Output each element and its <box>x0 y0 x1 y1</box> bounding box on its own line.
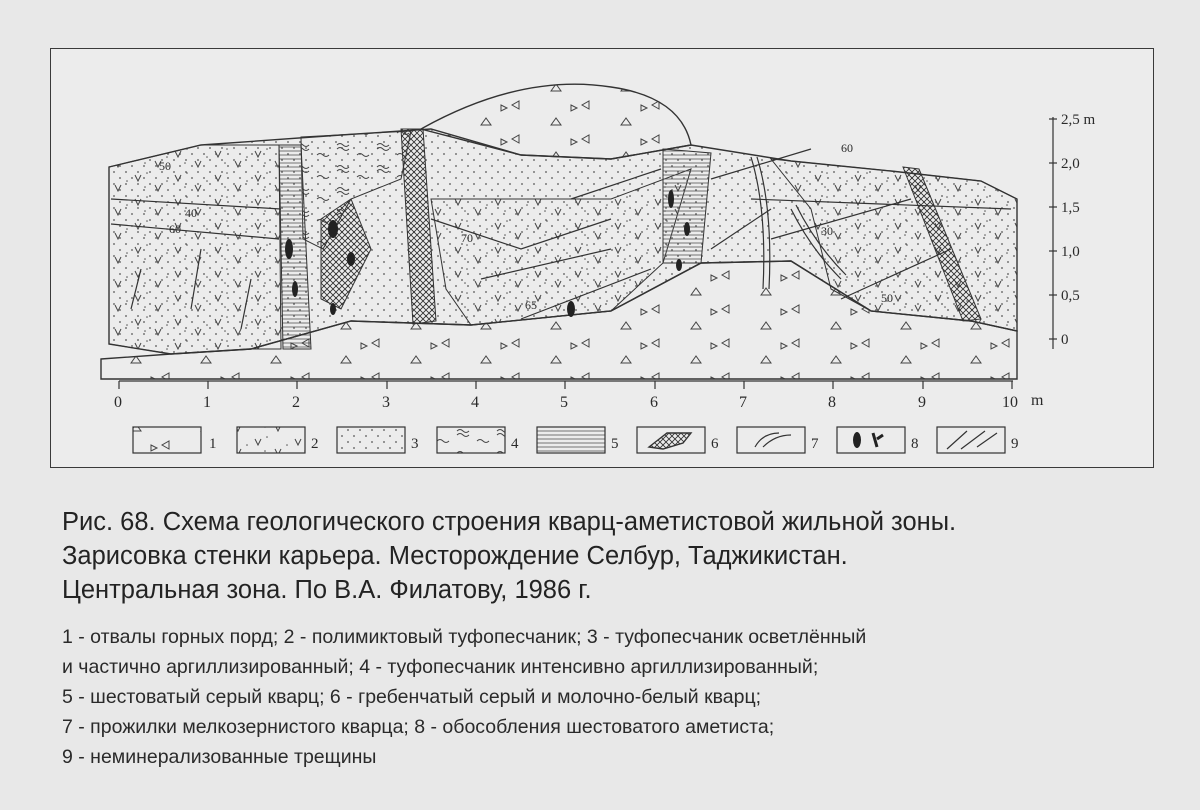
x-tick-label: 6 <box>650 394 658 411</box>
x-tick-label: 0 <box>114 394 122 411</box>
legend-line: 5 - шестоватый серый кварц; 6 - гребенчатый серый и молочно-белый кварц; <box>62 686 762 708</box>
x-tick-label: 4 <box>471 394 479 411</box>
legend-line: 9 - неминерализованные трещины <box>62 746 377 768</box>
legend-number: 7 <box>811 436 819 452</box>
y-tick-label: 1,5 <box>1061 200 1080 216</box>
legend-number: 1 <box>209 436 217 452</box>
unit-tuff-sandstone-left <box>109 145 281 354</box>
x-tick-label: 5 <box>560 394 568 411</box>
geologic-section-diagram <box>51 49 1155 469</box>
legend-number: 9 <box>1011 436 1019 452</box>
legend-line: 7 - прожилки мелкозернистого кварца; 8 - обособления шестоватого аметиста; <box>62 716 775 738</box>
legend-line: и частично аргиллизированный; 4 - туфопесчаник интенсивно аргиллизированный; <box>62 656 819 678</box>
legend-line: 1 - отвалы горных порд; 2 - полимиктовый туфопесчаник; 3 - туфопесчаник осветлённый <box>62 626 867 648</box>
dip-label: 50 <box>159 159 171 173</box>
dip-label: 30 <box>821 224 833 238</box>
dip-label: 70 <box>461 231 473 245</box>
legend-swatch-5 <box>537 427 605 453</box>
y-tick-label: 0 <box>1061 332 1069 348</box>
x-tick-label: 8 <box>828 394 836 411</box>
x-tick-label: 3 <box>382 394 390 411</box>
legend-number: 3 <box>411 436 419 452</box>
geologic-section-frame <box>50 48 1154 468</box>
dip-label: 60 <box>169 222 181 236</box>
x-tick-label: 7 <box>739 394 747 411</box>
x-tick-label: 2 <box>292 394 300 411</box>
legend-swatch-1 <box>133 427 201 453</box>
y-tick-label: 1,0 <box>1061 244 1080 260</box>
legend-swatch-8 <box>837 427 905 453</box>
dip-label: 40 <box>185 206 197 220</box>
legend-number: 5 <box>611 436 619 452</box>
dip-label: 60 <box>841 141 853 155</box>
vertical-scale <box>1049 117 1057 349</box>
legend-swatch-4 <box>437 427 505 453</box>
dip-label: 65 <box>525 298 537 312</box>
caption-line: Центральная зона. По В.А. Филатову, 1986 г. <box>62 576 592 604</box>
caption-line: Рис. 68. Схема геологического строения кварц-аметистовой жильной зоны. <box>62 508 957 536</box>
legend-number: 2 <box>311 436 319 452</box>
legend-swatch-2 <box>237 427 305 453</box>
caption-line: Зарисовка стенки карьера. Месторождение Селбур, Таджикистан. <box>62 542 848 570</box>
legend-description <box>62 622 1192 772</box>
figure-caption <box>62 505 1182 607</box>
x-tick-label: 9 <box>918 394 926 411</box>
legend-number: 6 <box>711 436 719 452</box>
legend-swatches <box>133 427 1005 453</box>
dip-label: 50 <box>881 291 893 305</box>
horizontal-ticks <box>119 381 1012 389</box>
legend-number: 4 <box>511 436 519 452</box>
legend-number: 8 <box>911 436 919 452</box>
x-tick-label: 1 <box>203 394 211 411</box>
x-tick-label: 10 <box>1002 394 1018 411</box>
y-tick-label: 0,5 <box>1061 288 1080 304</box>
y-tick-label: 2,5 m <box>1061 112 1096 128</box>
x-unit-label: m <box>1031 392 1044 409</box>
y-tick-label: 2,0 <box>1061 156 1080 172</box>
legend-swatch-3 <box>337 427 405 453</box>
